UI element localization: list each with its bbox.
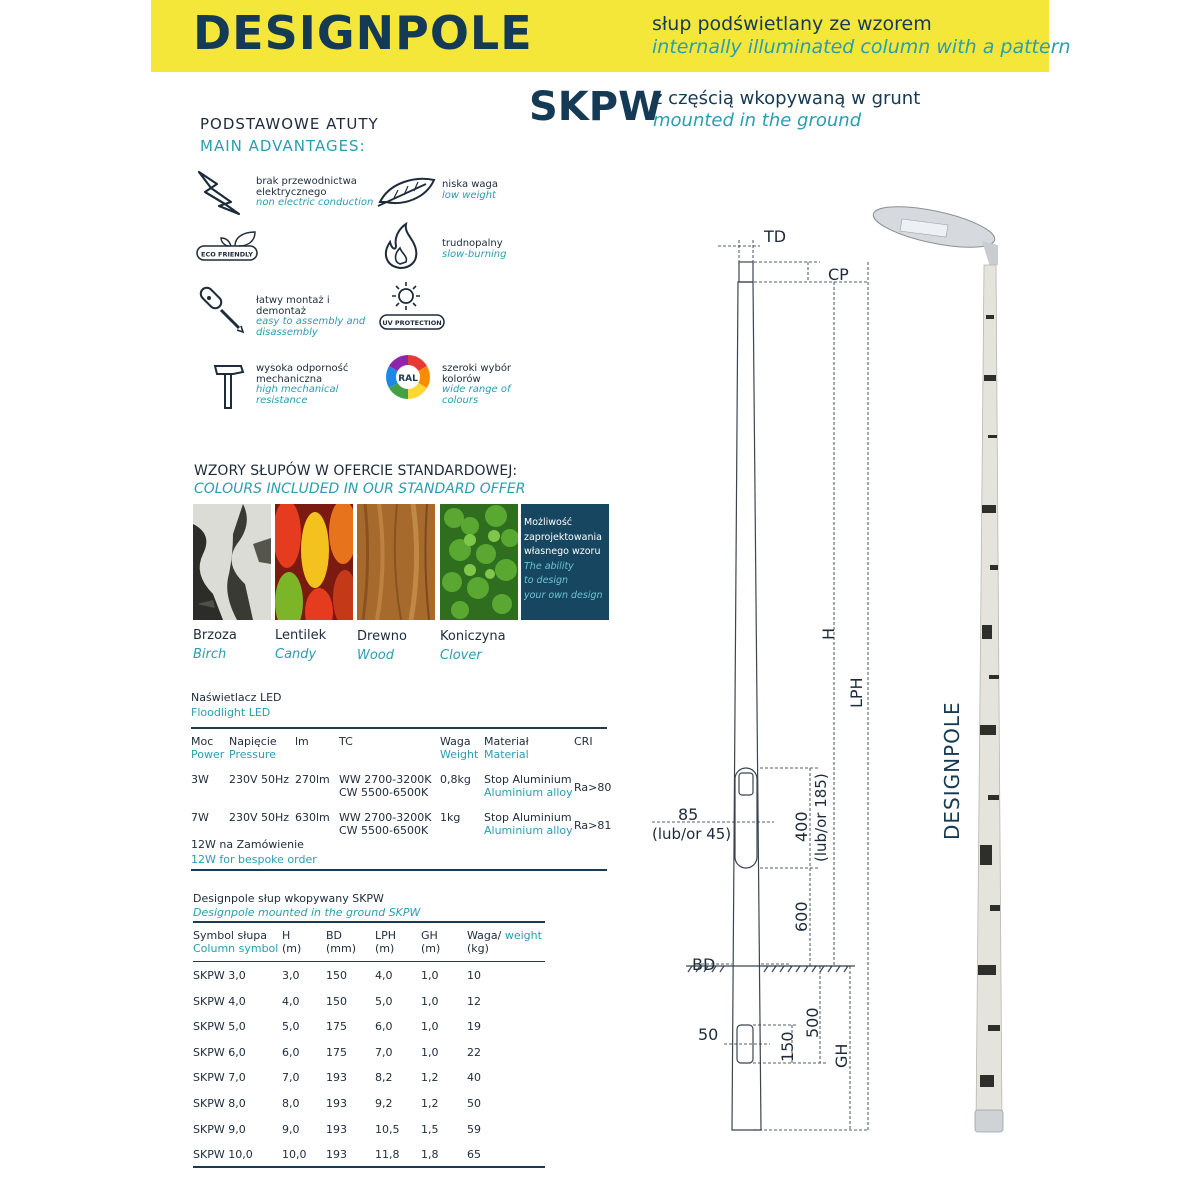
poles-header-h: H (m)	[282, 929, 302, 955]
dim-h: H	[819, 627, 838, 640]
pole-table-cell: 1,0	[421, 1045, 439, 1059]
pole-table-cell: 9,0	[282, 1122, 300, 1136]
floodlight-header-lm: lm	[295, 735, 309, 748]
ral-badge-text: RAL	[398, 374, 418, 384]
pole-table-cell: 4,0	[375, 969, 393, 982]
floodlight-title-pl: Naświetlacz LED	[191, 691, 282, 704]
pole-table-cell: 7,0	[282, 1071, 300, 1085]
pole-table-cell: 10	[467, 969, 481, 982]
dim-bd: BD	[692, 955, 716, 974]
floodlight-cell: 7W	[191, 811, 209, 824]
poles-top-rule	[193, 921, 545, 923]
pole-table-cell: 40	[467, 1071, 481, 1085]
pole-table-cell: 193	[326, 1071, 347, 1085]
swatch-birch	[193, 504, 271, 620]
floodlight-cell: 230V 50Hz	[229, 811, 290, 824]
pole-table-cell: 1,0	[421, 994, 439, 1008]
pole-door	[735, 768, 757, 868]
advantage-label: brak przewodnictwa elektrycznego	[256, 176, 357, 198]
pole-table-cell: 12	[467, 994, 481, 1008]
swatch-clover	[440, 504, 518, 620]
poles-header-lph: LPH (m)	[375, 929, 397, 955]
dim-50: 50	[698, 1025, 719, 1044]
lightning-icon	[193, 166, 245, 218]
pole-table-cell: 9,2	[375, 1097, 393, 1110]
poles-bottom-rule	[193, 1166, 545, 1168]
swatch-label-pl: Drewno	[357, 629, 407, 644]
dim-500: 500	[803, 1007, 822, 1038]
pole-table-cell: 5,0	[282, 1020, 300, 1034]
pole-table-cell: 1,8	[421, 1148, 439, 1162]
pole-table-cell: 150	[326, 994, 347, 1008]
pole-table-cell: 193	[326, 1122, 347, 1136]
advantage-label: szeroki wybór kolorów	[442, 363, 512, 385]
birch-pole	[976, 265, 1002, 1123]
pole-table-cell: 4,0	[282, 994, 300, 1008]
uv-protection-icon	[376, 280, 446, 332]
floodlight-cell: 3W	[191, 773, 209, 786]
swatch-label-en: Birch	[193, 647, 227, 662]
poles-header-bd: BD (mm)	[326, 929, 357, 955]
swatch-label-pl: Koniczyna	[440, 629, 506, 644]
floodlight-header-tc: TC	[339, 735, 353, 748]
pole-symbol-cell: SKPW 6,0	[193, 1045, 246, 1059]
model-code: SKPW	[529, 84, 663, 130]
pole-table-cell: 1,2	[421, 1071, 439, 1085]
vertical-product-label: DESIGNPOLE	[940, 701, 964, 840]
pole-table-cell: 193	[326, 1097, 347, 1110]
advantage-label-en: non electric conduction	[256, 197, 374, 208]
swatch-label-en: Candy	[275, 647, 317, 662]
pole-table-cell: 65	[467, 1148, 481, 1162]
advantage-slow-burning	[442, 239, 562, 260]
pole-base	[975, 1110, 1003, 1132]
poles-title-en: Designpole mounted in the ground SKPW	[193, 906, 421, 919]
floodlight-note-pl: 12W na Zamówienie	[191, 838, 304, 851]
advantage-label: wysoka odporność mechaniczna	[256, 363, 349, 385]
floodlight-cell: Ra>80	[574, 781, 612, 794]
uv-badge-text: UV PROTECTION	[382, 319, 442, 327]
advantage-label-en: wide range of colours	[442, 384, 511, 406]
pole-symbol-cell: SKPW 5,0	[193, 1020, 246, 1034]
advantage-low-weight	[442, 180, 562, 201]
dim-85-alt: (lub/or 45)	[652, 825, 732, 843]
advantage-nonconductive	[256, 177, 376, 209]
pole-table-cell: 11,8	[375, 1148, 400, 1162]
pole-table-cell: 5,0	[375, 994, 393, 1008]
custom-line-en: to design	[524, 575, 569, 586]
pole-table-cell: 10,0	[282, 1148, 307, 1162]
pole-symbol-cell: SKPW 4,0	[193, 994, 246, 1008]
screwdriver-icon	[195, 284, 247, 336]
floodlight-cell: Stop Aluminium Aluminium alloy	[484, 811, 573, 837]
dim-150: 150	[778, 1031, 797, 1062]
floodlight-cell: 270lm	[295, 773, 330, 786]
advantage-label: trudnopalny	[442, 238, 503, 249]
pole-symbol-cell: SKPW 9,0	[193, 1122, 246, 1136]
floodlight-cell: 630lm	[295, 811, 330, 824]
pole-dimension-drawing	[640, 220, 880, 1140]
feather-icon	[376, 168, 438, 220]
dim-lph: LPH	[847, 677, 866, 708]
advantage-assembly	[256, 296, 376, 338]
dim-gh: GH	[832, 1043, 851, 1068]
wood-texture	[357, 504, 435, 620]
lamp-arm	[982, 241, 998, 267]
advantage-label-en: high mechanical resistance	[256, 384, 339, 406]
eco-badge-text: ECO FRIENDLY	[201, 250, 253, 259]
swatch-wood	[357, 504, 435, 620]
advantages-title-pl: PODSTAWOWE ATUTY	[200, 115, 379, 133]
pole-symbol-cell: SKPW 3,0	[193, 969, 246, 982]
advantage-resistance	[256, 364, 376, 406]
floodlight-note-en: 12W for bespoke order	[191, 853, 317, 866]
pole-table-cell: 175	[326, 1020, 347, 1034]
floodlight-header-weight: Waga Weight	[440, 735, 479, 761]
poles-title-pl: Designpole słup wkopywany SKPW	[193, 892, 384, 905]
model-desc-en: mounted in the ground	[653, 110, 862, 131]
pole-table-cell: 59	[467, 1122, 481, 1136]
eco-friendly-icon	[195, 230, 261, 264]
pole-table-cell: 1,0	[421, 969, 439, 982]
patterns-title-en: COLOURS INCLUDED IN OUR STANDARD OFFER	[194, 481, 526, 497]
pole-photo	[872, 205, 1006, 1140]
floodlight-top-rule	[191, 727, 607, 729]
pole-table-cell: 6,0	[375, 1020, 393, 1034]
floodlight-bottom-rule	[191, 869, 607, 871]
swatch-label-pl: Brzoza	[193, 628, 237, 643]
floodlight-cell: 230V 50Hz	[229, 773, 290, 786]
dim-400: 400	[792, 811, 811, 842]
pole-table-cell: 1,0	[421, 1020, 439, 1034]
floodlight-cell: WW 2700-3200K CW 5500-6500K	[339, 811, 432, 837]
floodlight-title-en: Floodlight LED	[191, 706, 271, 719]
dim-400-alt: (lub/or 185)	[812, 773, 830, 862]
brand-title: DESIGNPOLE	[193, 6, 533, 60]
birch-texture	[193, 504, 271, 620]
pole-symbol-cell: SKPW 8,0	[193, 1097, 246, 1110]
floodlight-header-cri: CRI	[574, 735, 593, 748]
poles-header-weight: Waga/ weight (kg)	[467, 929, 542, 955]
header-subtitle-en: internally illuminated column with a pattern	[652, 36, 1071, 58]
advantages-title-en: MAIN ADVANTAGES:	[200, 137, 366, 155]
floodlight-header-power: Moc Power	[191, 735, 225, 761]
floodlight-header-material: Materiał Material	[484, 735, 529, 761]
pole-table-cell: 7,0	[375, 1045, 393, 1059]
swatch-label-en: Clover	[440, 648, 482, 663]
dim-td: TD	[764, 227, 787, 246]
pole-table-cell: 175	[326, 1045, 347, 1059]
custom-line-en: your own design	[524, 589, 603, 601]
custom-line-en: The ability	[524, 560, 574, 572]
pole-table-cell: 1,5	[421, 1122, 439, 1136]
flame-icon	[376, 220, 428, 272]
pole-table-cell: 10,5	[375, 1122, 400, 1136]
clover-texture	[440, 504, 518, 620]
pole-table-cell: 8,0	[282, 1097, 300, 1110]
header-subtitle-pl: słup podświetlany ze wzorem	[652, 13, 932, 35]
swatch-label-en: Wood	[357, 648, 395, 663]
pole-cap	[739, 262, 753, 282]
pole-table-cell: 6,0	[282, 1045, 300, 1059]
advantage-label-en: low weight	[442, 189, 496, 201]
pole-table-cell: 3,0	[282, 969, 300, 982]
poles-header-symbol: Symbol słupa Column symbol	[193, 929, 279, 955]
floodlight-header-voltage: Napięcie Pressure	[229, 735, 277, 761]
floodlight-cell: 1kg	[440, 811, 461, 824]
pole-table-cell: 50	[467, 1097, 481, 1110]
dim-85: 85	[678, 805, 699, 824]
advantage-label-en: easy to assembly and disassembly	[256, 316, 366, 338]
swatch-candy	[275, 504, 353, 620]
pole-body	[732, 282, 761, 1130]
patterns-title-pl: WZORY SŁUPÓW W OFERCIE STANDARDOWEJ:	[194, 463, 518, 479]
pole-table-cell: 19	[467, 1020, 481, 1034]
advantage-label: łatwy montaż i demontaż	[256, 295, 330, 317]
floodlight-cell: 0,8kg	[440, 773, 471, 786]
model-desc-pl: z częścią wkopywaną w grunt	[653, 88, 921, 109]
candy-texture	[275, 504, 353, 620]
floodlight-cell: WW 2700-3200K CW 5500-6500K	[339, 773, 432, 799]
pole-table-cell: 1,2	[421, 1097, 439, 1110]
dim-600: 600	[792, 901, 811, 932]
advantage-label: niska waga	[442, 179, 499, 190]
ral-wheel-icon	[380, 353, 436, 401]
pole-table-cell: 150	[326, 969, 347, 982]
hammer-icon	[211, 360, 247, 412]
pole-table-cell: 193	[326, 1148, 347, 1162]
custom-line-pl: własnego wzoru	[524, 546, 601, 557]
pole-door-lock	[739, 773, 753, 795]
floodlight-cell: Ra>81	[574, 819, 612, 832]
advantage-label-en: slow-burning	[442, 248, 507, 260]
swatch-label-pl: Lentilek	[275, 628, 327, 643]
custom-line-pl: zaprojektowania	[524, 531, 602, 543]
poles-header-rule	[193, 961, 545, 962]
dim-cp: CP	[828, 265, 849, 284]
pole-symbol-cell: SKPW 10,0	[193, 1148, 253, 1162]
custom-line-pl: Możliwość	[524, 517, 573, 528]
poles-header-gh: GH (m)	[421, 929, 441, 955]
advantage-colours	[442, 364, 522, 406]
pole-table-cell: 22	[467, 1045, 481, 1059]
floodlight-cell: Stop Aluminium Aluminium alloy	[484, 773, 573, 799]
pole-symbol-cell: SKPW 7,0	[193, 1071, 246, 1085]
pole-table-cell: 8,2	[375, 1071, 393, 1085]
custom-design-box	[521, 504, 609, 620]
